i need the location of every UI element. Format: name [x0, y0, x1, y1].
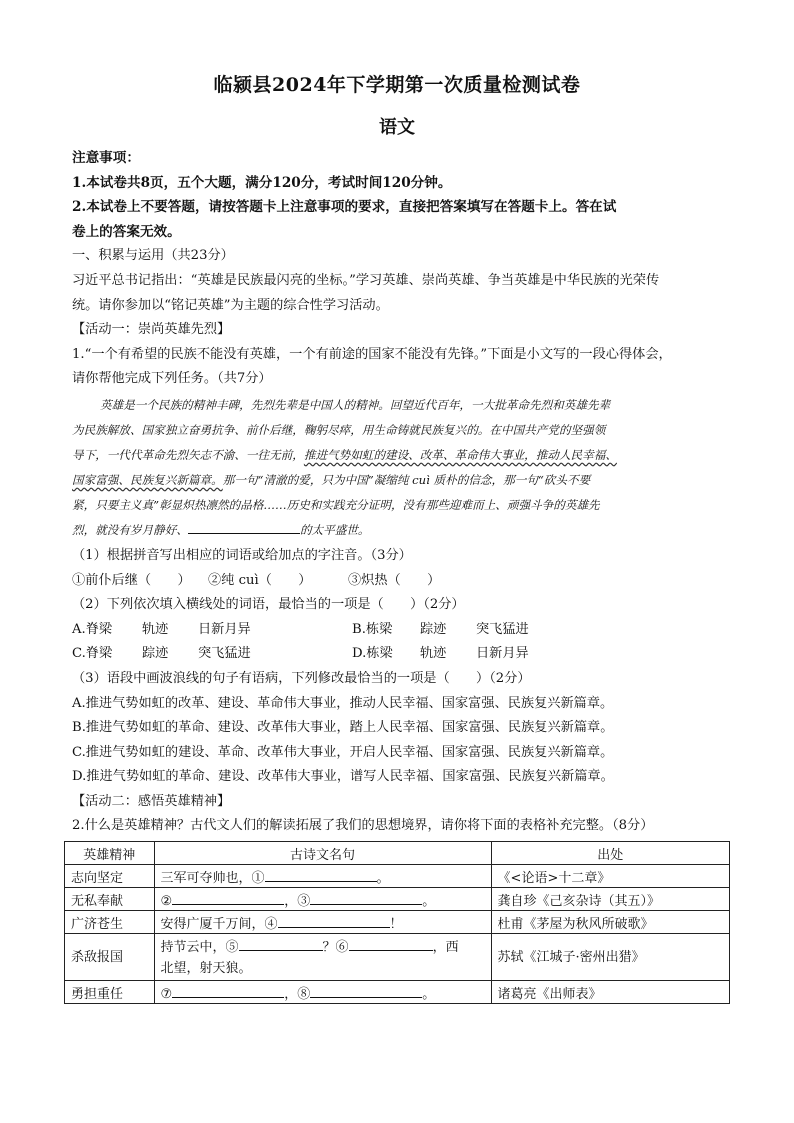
option-b-word-2: 踪迹: [420, 621, 447, 637]
poetry-table-wrapper: [64, 841, 730, 1004]
option-1-1-a: ①前仆后继（ ）: [72, 572, 191, 588]
essay-passage: [72, 393, 732, 543]
quote-text: ，⑧: [284, 986, 311, 1002]
table-header-spirit: 英雄精神: [65, 842, 155, 865]
option-d-word-1: D.栋梁: [352, 646, 393, 662]
quote-text: ②: [160, 893, 173, 909]
essay-line-6a: 烈，就没有岁月静好、: [72, 522, 188, 537]
activity-2-label: 【活动二：感悟英雄精神】: [72, 793, 231, 809]
table-cell-quote: [154, 981, 491, 1004]
wavy-sentence-part-2: 国家富强、民族复兴新篇章。: [72, 472, 223, 487]
answer-blank-8[interactable]: [310, 983, 422, 998]
answer-blank-5[interactable]: [239, 936, 323, 951]
poetry-table: [64, 841, 730, 1004]
table-header-row: [65, 842, 730, 865]
option-a-word-1: A.脊梁: [72, 621, 113, 637]
answer-blank-1[interactable]: [265, 867, 377, 882]
option-c-word-3: 突飞猛进: [198, 646, 251, 662]
table-cell-source: 《<论语>十二章》: [491, 865, 729, 888]
option-d-word-3: 日新月异: [476, 646, 529, 662]
quote-punct: 。: [422, 893, 436, 909]
quote-text: 持节云中，⑤: [160, 939, 239, 955]
table-cell-quote: [154, 888, 491, 911]
exam-title: 临颍县2024年下学期第一次质量检测试卷: [213, 74, 581, 96]
table-row: [65, 888, 730, 911]
notes-item-2-line2: 卷上的答案无效。: [72, 223, 181, 240]
option-1-3-c: C.推进气势如虹的建设、革命、改革伟大事业，开启人民幸福、国家富强、民族复兴新篇章。: [72, 744, 614, 760]
essay-line-2: 为民族解放、国家独立奋勇抗争、前仆后继，鞠躬尽瘁，用生命铸就民族复兴的。在中国共产党的坚强领: [72, 422, 606, 437]
table-row: [65, 981, 730, 1004]
option-1-1-c: ③炽热（ ）: [348, 572, 441, 588]
essay-line-1: 英雄是一个民族的精神丰碑，先烈先辈是中国人的精神。回望近代百年，一大批革命先烈和英雄先辈: [100, 397, 611, 412]
table-cell-spirit: 勇担重任: [65, 981, 155, 1004]
notes-heading: 注意事项：: [72, 150, 140, 166]
table-cell-source: 龚自珍《己亥杂诗（其五）》: [491, 888, 729, 911]
table-header-source: 出处: [491, 842, 729, 865]
table-cell-quote: [154, 934, 491, 981]
question-1-1: （1）根据拼音写出相应的词语或给加点的字注音。（3分）: [72, 547, 412, 563]
answer-blank-4[interactable]: [278, 913, 390, 928]
table-cell-spirit: 杀敌报国: [65, 934, 155, 981]
quote-text: 安得广厦千万间，④: [160, 916, 278, 932]
notes-item-1: 1.本试卷共8页，五个大题，满分120分，考试时间120分钟。: [72, 174, 452, 191]
option-1-3-a: A.推进气势如虹的改革、建设、革命伟大事业，推动人民幸福、国家富强、民族复兴新篇章。: [72, 695, 614, 711]
wavy-sentence-part-1: 推进气势如虹的建设、改革、革命伟大事业，推动人民幸福、: [303, 447, 617, 462]
answer-blank-6[interactable]: [349, 936, 433, 951]
option-1-3-d: D.推进气势如虹的革命、建设、改革伟大事业，谱写人民幸福、国家富强、民族复兴新篇章。: [72, 769, 614, 785]
option-b-word-1: B.栋梁: [352, 621, 393, 637]
essay-line-4b: 那一句“清澈的爱，只为中国”凝缩纯 cuì 质朴的信念，那一句“砍头不要: [222, 472, 591, 487]
table-header-quote: 古诗文名句: [154, 842, 491, 865]
answer-blank-7[interactable]: [172, 983, 284, 998]
table-cell-quote: [154, 911, 491, 934]
quote-punct: ！: [389, 916, 403, 932]
question-1-2: （2）下列依次填入横线处的词语，最恰当的一项是（ ）（2分）: [72, 597, 465, 613]
table-cell-source: 诸葛亮《出师表》: [491, 981, 729, 1004]
option-d-word-2: 轨迹: [420, 646, 447, 662]
table-row: [65, 911, 730, 934]
answer-blank-2[interactable]: [172, 890, 284, 905]
option-b-word-3: 突飞猛进: [476, 621, 529, 637]
question-1-2-options-row1: [72, 618, 732, 643]
subject-title: 语文: [379, 117, 415, 138]
activity-1-label: 【活动一：崇尚英雄先烈】: [72, 322, 231, 338]
intro-line-1: 习近平总书记指出：“英雄是民族最闪亮的坐标。”学习英雄、崇尚英雄、争当英雄是中华民族的光荣传: [72, 272, 660, 288]
option-c-word-1: C.脊梁: [72, 646, 113, 662]
quote-punct: 。: [376, 870, 390, 886]
essay-line-6b: 的太平盛世。: [299, 522, 370, 537]
quote-text: 北望，射天狼。: [160, 960, 252, 976]
option-c-word-2: 踪迹: [142, 646, 169, 662]
table-cell-spirit: 志向坚定: [65, 865, 155, 888]
question-2: 2.什么是英雄精神？古代文人们的解读拓展了我们的思想境界，请你将下面的表格补充完整。（8分）: [72, 818, 654, 834]
table-row: [65, 934, 730, 981]
exam-body: [72, 146, 732, 839]
question-1-line1: 1.“一个有希望的民族不能没有英雄，一个有前途的国家不能没有先锋。”下面是小文写的一段心得体会，: [72, 346, 672, 362]
quote-text: ，③: [284, 893, 311, 909]
question-1-3: （3）语段中画波浪线的句子有语病，下列修改最恰当的一项是（ ）（2分）: [72, 670, 531, 686]
essay-fill-blank[interactable]: [188, 519, 300, 534]
quote-punct: 。: [422, 986, 436, 1002]
table-cell-source: 苏轼《江城子·密州出猎》: [491, 934, 729, 981]
quote-text: ⑦: [160, 986, 173, 1002]
table-row: [65, 865, 730, 888]
quote-text: ？⑥: [322, 939, 349, 955]
option-1-3-b: B.推进气势如虹的革命、建设、改革伟大事业，踏上人民幸福、国家富强、民族复兴新篇章。: [72, 720, 614, 736]
intro-line-2: 统。请你参加以“铭记英雄”为主题的综合性学习活动。: [72, 297, 389, 313]
table-cell-spirit: 广济苍生: [65, 911, 155, 934]
table-cell-spirit: 无私奉献: [65, 888, 155, 911]
table-cell-quote: [154, 865, 491, 888]
essay-line-3a: 导下，一代代革命先烈矢志不渝、一往无前，: [72, 447, 304, 462]
essay-line-5: 紧，只要主义真”彰显炽热凛然的品格……历史和实践充分证明，没有那些迎难而上、顽强斗争的英雄先: [72, 497, 600, 512]
quote-text: 三军可夺帅也，①: [160, 870, 265, 886]
section-1-heading: 一、积累与运用（共23分）: [72, 248, 234, 264]
option-1-1-b: ②纯 cuì（ ）: [208, 572, 312, 588]
option-a-word-2: 轨迹: [142, 621, 169, 637]
quote-text: ，西: [432, 939, 459, 955]
question-1-2-options-row2: [72, 642, 732, 667]
table-cell-source: 杜甫《茅屋为秋风所破歌》: [491, 911, 729, 934]
option-a-word-3: 日新月异: [198, 621, 251, 637]
question-1-line2: 请你帮他完成下列任务。（共7分）: [72, 371, 272, 387]
answer-blank-3[interactable]: [310, 890, 422, 905]
notes-item-2-line1: 2.本试卷上不要答题，请按答题卡上注意事项的要求，直接把答案填写在答题卡上。答在试: [72, 199, 617, 216]
question-1-1-options: [72, 569, 732, 594]
